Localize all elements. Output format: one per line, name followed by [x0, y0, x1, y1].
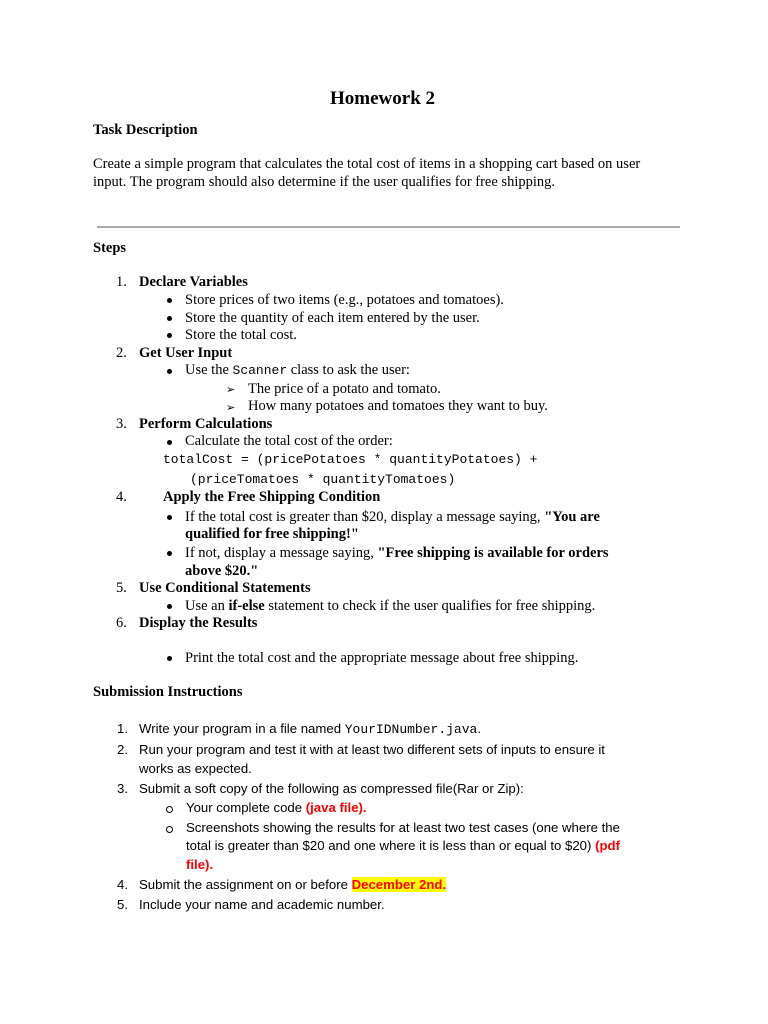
step-1-title: Declare Variables	[139, 274, 248, 290]
java-file-note: (java file).	[305, 800, 367, 815]
step-5-title: Use Conditional Statements	[139, 580, 311, 596]
step-3-number: 3.	[116, 416, 127, 432]
step-6-bullet-1: Print the total cost and the appropriate message about free shipping.	[185, 650, 579, 666]
step-4-bullet-2-line-1	[185, 545, 609, 562]
submission-4	[139, 877, 446, 892]
formula-line-1: totalCost = (pricePotatoes * quantityPotatoes) +	[163, 452, 538, 467]
pdf-file-note-cont: file).	[186, 857, 214, 872]
if-else-keyword: if-else	[228, 598, 265, 614]
step-4-bullet-2-pre: If not, display a message saying,	[185, 545, 378, 561]
step-4-bullet-1-line-2: qualified for free shipping!"	[185, 526, 359, 542]
bullet-icon	[167, 656, 172, 661]
step-4-bullet-1-pre: If the total cost is greater than $20, display a message saying,	[185, 509, 545, 525]
steps-heading: Steps	[93, 240, 127, 256]
bullet-icon	[167, 551, 172, 556]
step-2-title: Get User Input	[139, 345, 233, 361]
task-heading: Task Description	[93, 122, 198, 138]
submission-5: Include your name and academic number.	[139, 897, 385, 912]
submission-1	[139, 721, 481, 737]
bullet-icon	[167, 440, 172, 445]
step-1-bullet-1: Store prices of two items (e.g., potatoes and tomatoes).	[185, 292, 504, 308]
submission-1-post: .	[477, 721, 482, 736]
bullet-icon	[167, 333, 172, 338]
submission-2-line-1: Run your program and test it with at least two different sets of inputs to ensure it	[139, 742, 605, 757]
step-4-bullet-1-line-1	[185, 509, 600, 526]
step-2-bullet-1-pre: Use the	[185, 362, 233, 378]
submission-3: Submit a soft copy of the following as compressed file(Rar or Zip):	[139, 781, 524, 796]
step-2-sub-1: The price of a potato and tomato.	[248, 381, 441, 397]
submission-4-pre: Submit the assignment on or before	[139, 877, 352, 892]
step-4-bullet-2-line-2: above $20."	[185, 563, 259, 579]
bullet-icon	[167, 604, 172, 609]
circle-bullet-icon	[166, 806, 173, 813]
pdf-file-note: (pdf	[595, 838, 620, 853]
task-text-line-1: Create a simple program that calculates the total cost of items in a shopping cart based on user	[93, 156, 641, 172]
step-3-title: Perform Calculations	[139, 416, 273, 432]
step-5-bullet-1-pre: Use an	[185, 598, 229, 614]
submission-1-number: 1.	[117, 721, 128, 736]
submission-3-sub-2-line-2-pre: total is greater than $20 and one where it is less than or equal to $20)	[186, 838, 596, 853]
bullet-icon	[167, 316, 172, 321]
page-title: Homework 2	[330, 88, 436, 109]
submission-4-number: 4.	[117, 877, 128, 892]
circle-bullet-icon	[166, 826, 173, 833]
task-text-line-2: input. The program should also determine if the user qualifies for free shipping.	[93, 174, 556, 190]
submission-3-sub-2-line-2	[186, 838, 620, 853]
step-6-title: Display the Results	[139, 615, 258, 631]
step-5-bullet-1	[185, 598, 595, 615]
step-1-number: 1.	[116, 274, 127, 290]
horizontal-divider	[97, 226, 680, 228]
arrow-bullet-icon: ➢	[226, 383, 236, 396]
step-6-number: 6.	[116, 615, 127, 631]
step-2-bullet-1-post: class to ask the user:	[287, 362, 410, 378]
filename-code: YourIDNumber.java	[344, 722, 478, 737]
bullet-icon	[167, 515, 172, 520]
step-1-bullet-2: Store the quantity of each item entered by the user.	[185, 310, 480, 326]
submission-3-sub-1-pre: Your complete code	[186, 800, 306, 815]
submission-3-sub-2-line-1: Screenshots showing the results for at least two test cases (one where the	[186, 820, 620, 835]
submission-2-line-2: works as expected.	[139, 761, 252, 776]
arrow-bullet-icon: ➢	[226, 401, 236, 414]
step-5-number: 5.	[116, 580, 127, 596]
step-3-bullet-1: Calculate the total cost of the order:	[185, 433, 393, 449]
bullet-icon	[167, 369, 172, 374]
scanner-code: Scanner	[232, 363, 288, 378]
step-1-bullet-3: Store the total cost.	[185, 327, 297, 343]
free-shipping-message: "You are	[544, 509, 600, 525]
submission-5-number: 5.	[117, 897, 128, 912]
not-qualified-message: "Free shipping is available for orders	[377, 545, 609, 561]
step-2-sub-2: How many potatoes and tomatoes they want to buy.	[248, 398, 548, 414]
submission-3-sub-1	[186, 800, 367, 815]
submission-3-number: 3.	[117, 781, 128, 796]
submission-2-number: 2.	[117, 742, 128, 757]
step-5-bullet-1-post: statement to check if the user qualifies for free shipping.	[264, 598, 596, 614]
deadline-highlight: December 2nd.	[351, 877, 447, 892]
step-2-bullet-1	[185, 362, 410, 379]
step-4-title: Apply the Free Shipping Condition	[163, 489, 381, 505]
submission-1-pre: Write your program in a file named	[139, 721, 345, 736]
step-2-number: 2.	[116, 345, 127, 361]
step-4-number: 4.	[116, 489, 127, 505]
submission-heading: Submission Instructions	[93, 684, 243, 700]
bullet-icon	[167, 298, 172, 303]
formula-line-2: (priceTomatoes * quantityTomatoes)	[190, 472, 456, 487]
